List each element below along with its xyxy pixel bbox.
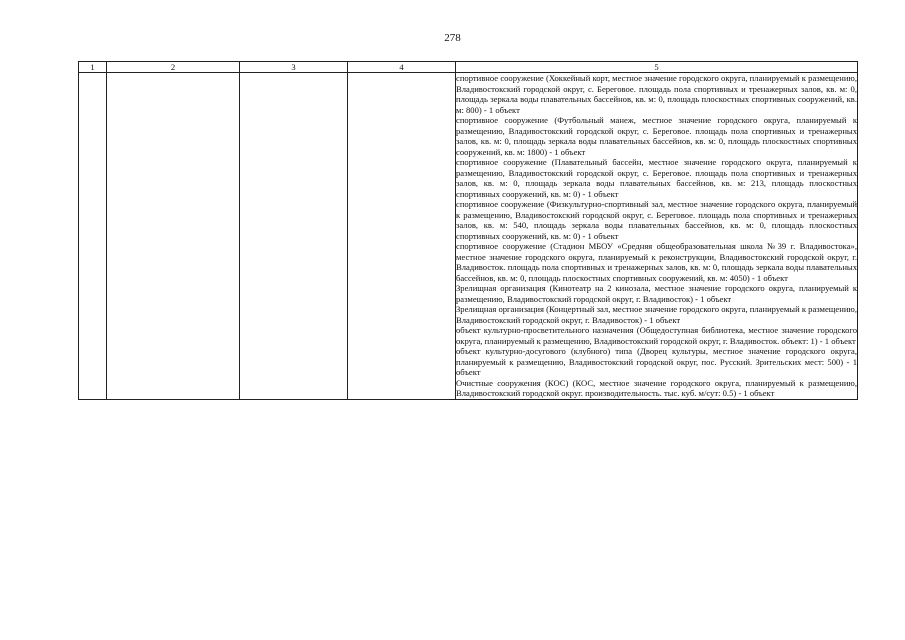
- list-item: спортивное сооружение (Хоккейный корт, местное значение городского округа, планируемый к размещению, Владивостокский городской округ, с. Береговое. площадь пола спортивных и тренажерных залов, кв. м: 0, площадь зеркала воды плавательных бассейнов, кв. м: 0, площадь плоскостных спортивных сооружений, кв. м: 800) - 1 объект: [456, 73, 857, 115]
- list-item: Зрелищная организация (Кинотеатр на 2 кинозала, местное значение городского округа, планируемый к размещению, Владивостокский городской округ, г. Владивосток) - 1 объект: [456, 283, 857, 304]
- list-item: спортивное сооружение (Плавательный бассейн, местное значение городского округа, планируемый к размещению, Владивостокский городской округ, с. Береговое. площадь пола спортивных и тренажерных залов, кв. м: 0, площадь зеркала воды плавательных бассейнов, кв. м: 213, площадь плоскостных спортивных сооружений, кв. м: 0) - 1 объект: [456, 157, 857, 199]
- cell-col-5: [456, 73, 858, 400]
- cell-col-1: [79, 73, 107, 400]
- cell-col-2: [107, 73, 240, 400]
- column-header-4: 4: [348, 62, 456, 73]
- cell-col-4: [348, 73, 456, 400]
- data-table: [78, 61, 858, 400]
- list-item: спортивное сооружение (Футбольный манеж, местное значение городского округа, планируемый к размещению, Владивостокский городской округ, с. Береговое. площадь пола спортивных и тренажерных залов, кв. м: 0, площадь зеркала воды плавательных бассейнов, кв. м: 0, площадь плоскостных спортивных сооружений, кв. м: 1800) - 1 объект: [456, 115, 857, 157]
- header-row: [79, 62, 858, 73]
- list-item: объект культурно-просветительного назначения (Общедоступная библиотека, местное значение городского округа, планируемый к размещению, Владивостокский городской округ, г. Владивосток. объект: 1) - 1 объект: [456, 325, 857, 346]
- page-number: 278: [444, 32, 461, 44]
- column-header-3: 3: [240, 62, 348, 73]
- table-row: [79, 73, 858, 400]
- column-header-5: 5: [456, 62, 858, 73]
- list-item: спортивное сооружение (Стадион МБОУ «Средняя общеобразовательная школа №39 г. Владивостока», местное значение городского округа, планируемый к реконструкции, Владивостокский городской округ, г. Владивосток. площадь пола спортивных и тренажерных залов, кв. м: 0, площадь зеркала воды плавательных бассейнов, кв. м: 0, площадь плоскостных спортивных сооружений, кв. м: 4050) - 1 объект: [456, 241, 857, 283]
- column-header-2: 2: [107, 62, 240, 73]
- cell-col-3: [240, 73, 348, 400]
- list-item: объект культурно-досугового (клубного) типа (Дворец культуры, местное значение городского округа, планируемый к размещению, Владивостокский городской округ, пос. Русский. Зрительских мест: 500) - 1 объект: [456, 346, 857, 377]
- list-item: спортивное сооружение (Физкультурно-спортивный зал, местное значение городского округа, планируемый к размещению, Владивостокский городской округ, с. Береговое. площадь пола спортивных и тренажерных залов, кв. м: 540, площадь зеркала воды плавательных бассейнов, кв. м: 0, площадь плоскостных спортивных сооружений, кв. м: 0) - 1 объект: [456, 199, 857, 241]
- list-item: Очистные сооружения (КОС) (КОС, местное значение городского округа, планируемый к размещению, Владивостокский городской округ. производительность. тыс. куб. м/сут: 0.5) - 1 объект: [456, 377, 857, 398]
- list-item: Зрелищная организация (Концертный зал, местное значение городского округа, планируемый к размещению, Владивостокский городской округ, г. Владивосток) - 1 объект: [456, 304, 857, 325]
- column-header-1: 1: [79, 62, 107, 73]
